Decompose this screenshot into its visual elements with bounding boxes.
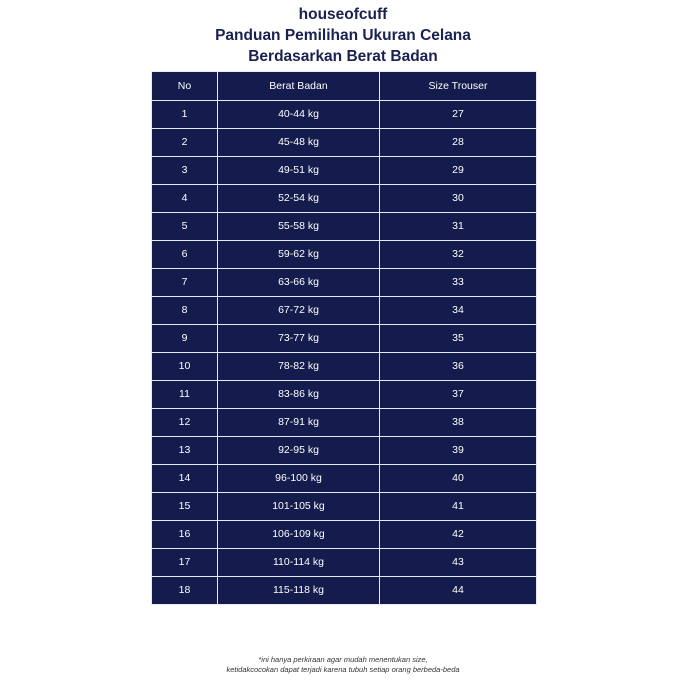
- cell-no: 14: [152, 465, 218, 493]
- footnote-line1: *ini hanya perkiraan agar mudah menentukan size,: [258, 655, 428, 664]
- cell-weight: 87-91 kg: [218, 409, 380, 437]
- cell-size: 31: [380, 213, 537, 241]
- page-header: [0, 4, 686, 67]
- cell-size: 32: [380, 241, 537, 269]
- cell-size: 27: [380, 101, 537, 129]
- cell-weight: 52-54 kg: [218, 185, 380, 213]
- cell-no: 5: [152, 213, 218, 241]
- cell-no: 1: [152, 101, 218, 129]
- table-row: [152, 129, 537, 157]
- cell-size: 44: [380, 577, 537, 605]
- cell-weight: 110-114 kg: [218, 549, 380, 577]
- table-row: [152, 549, 537, 577]
- cell-weight: 40-44 kg: [218, 101, 380, 129]
- column-header-no: No: [152, 72, 218, 101]
- cell-size: 42: [380, 521, 537, 549]
- table-row: [152, 157, 537, 185]
- cell-weight: 96-100 kg: [218, 465, 380, 493]
- cell-weight: 67-72 kg: [218, 297, 380, 325]
- table-row: [152, 269, 537, 297]
- column-header-weight: Berat Badan: [218, 72, 380, 101]
- cell-size: 40: [380, 465, 537, 493]
- cell-weight: 115-118 kg: [218, 577, 380, 605]
- cell-weight: 106-109 kg: [218, 521, 380, 549]
- cell-no: 7: [152, 269, 218, 297]
- cell-weight: 83-86 kg: [218, 381, 380, 409]
- cell-weight: 92-95 kg: [218, 437, 380, 465]
- cell-no: 18: [152, 577, 218, 605]
- cell-size: 35: [380, 325, 537, 353]
- page-title-line1: Panduan Pemilihan Ukuran Celana: [215, 27, 471, 44]
- table-row: [152, 465, 537, 493]
- cell-no: 12: [152, 409, 218, 437]
- column-header-size: Size Trouser: [380, 72, 537, 101]
- cell-size: 43: [380, 549, 537, 577]
- cell-no: 13: [152, 437, 218, 465]
- cell-no: 11: [152, 381, 218, 409]
- cell-weight: 101-105 kg: [218, 493, 380, 521]
- table-row: [152, 325, 537, 353]
- cell-size: 30: [380, 185, 537, 213]
- cell-no: 16: [152, 521, 218, 549]
- cell-no: 9: [152, 325, 218, 353]
- cell-weight: 63-66 kg: [218, 269, 380, 297]
- table-header-row: [152, 72, 537, 101]
- cell-weight: 49-51 kg: [218, 157, 380, 185]
- cell-size: 33: [380, 269, 537, 297]
- cell-weight: 73-77 kg: [218, 325, 380, 353]
- cell-no: 17: [152, 549, 218, 577]
- page-title-line2: Berdasarkan Berat Badan: [248, 48, 438, 65]
- cell-no: 3: [152, 157, 218, 185]
- cell-size: 36: [380, 353, 537, 381]
- cell-size: 41: [380, 493, 537, 521]
- cell-no: 15: [152, 493, 218, 521]
- cell-size: 37: [380, 381, 537, 409]
- cell-no: 8: [152, 297, 218, 325]
- cell-no: 6: [152, 241, 218, 269]
- cell-size: 34: [380, 297, 537, 325]
- footnote-line2: ketidakcocokan dapat terjadi karena tubuh setiap orang berbeda-beda: [226, 665, 460, 674]
- cell-size: 28: [380, 129, 537, 157]
- cell-no: 2: [152, 129, 218, 157]
- cell-no: 10: [152, 353, 218, 381]
- table-row: [152, 213, 537, 241]
- cell-size: 29: [380, 157, 537, 185]
- cell-weight: 59-62 kg: [218, 241, 380, 269]
- table-row: [152, 297, 537, 325]
- table-row: [152, 101, 537, 129]
- cell-size: 39: [380, 437, 537, 465]
- cell-weight: 78-82 kg: [218, 353, 380, 381]
- table-row: [152, 185, 537, 213]
- table-row: [152, 241, 537, 269]
- table-row: [152, 381, 537, 409]
- footnote: [0, 655, 686, 675]
- table-row: [152, 353, 537, 381]
- table-row: [152, 437, 537, 465]
- size-chart-table: [151, 71, 537, 605]
- table-body: [152, 101, 537, 605]
- table-row: [152, 521, 537, 549]
- table-row: [152, 577, 537, 605]
- brand-name: houseofcuff: [298, 6, 388, 23]
- table-row: [152, 409, 537, 437]
- cell-size: 38: [380, 409, 537, 437]
- cell-no: 4: [152, 185, 218, 213]
- cell-weight: 55-58 kg: [218, 213, 380, 241]
- table-row: [152, 493, 537, 521]
- cell-weight: 45-48 kg: [218, 129, 380, 157]
